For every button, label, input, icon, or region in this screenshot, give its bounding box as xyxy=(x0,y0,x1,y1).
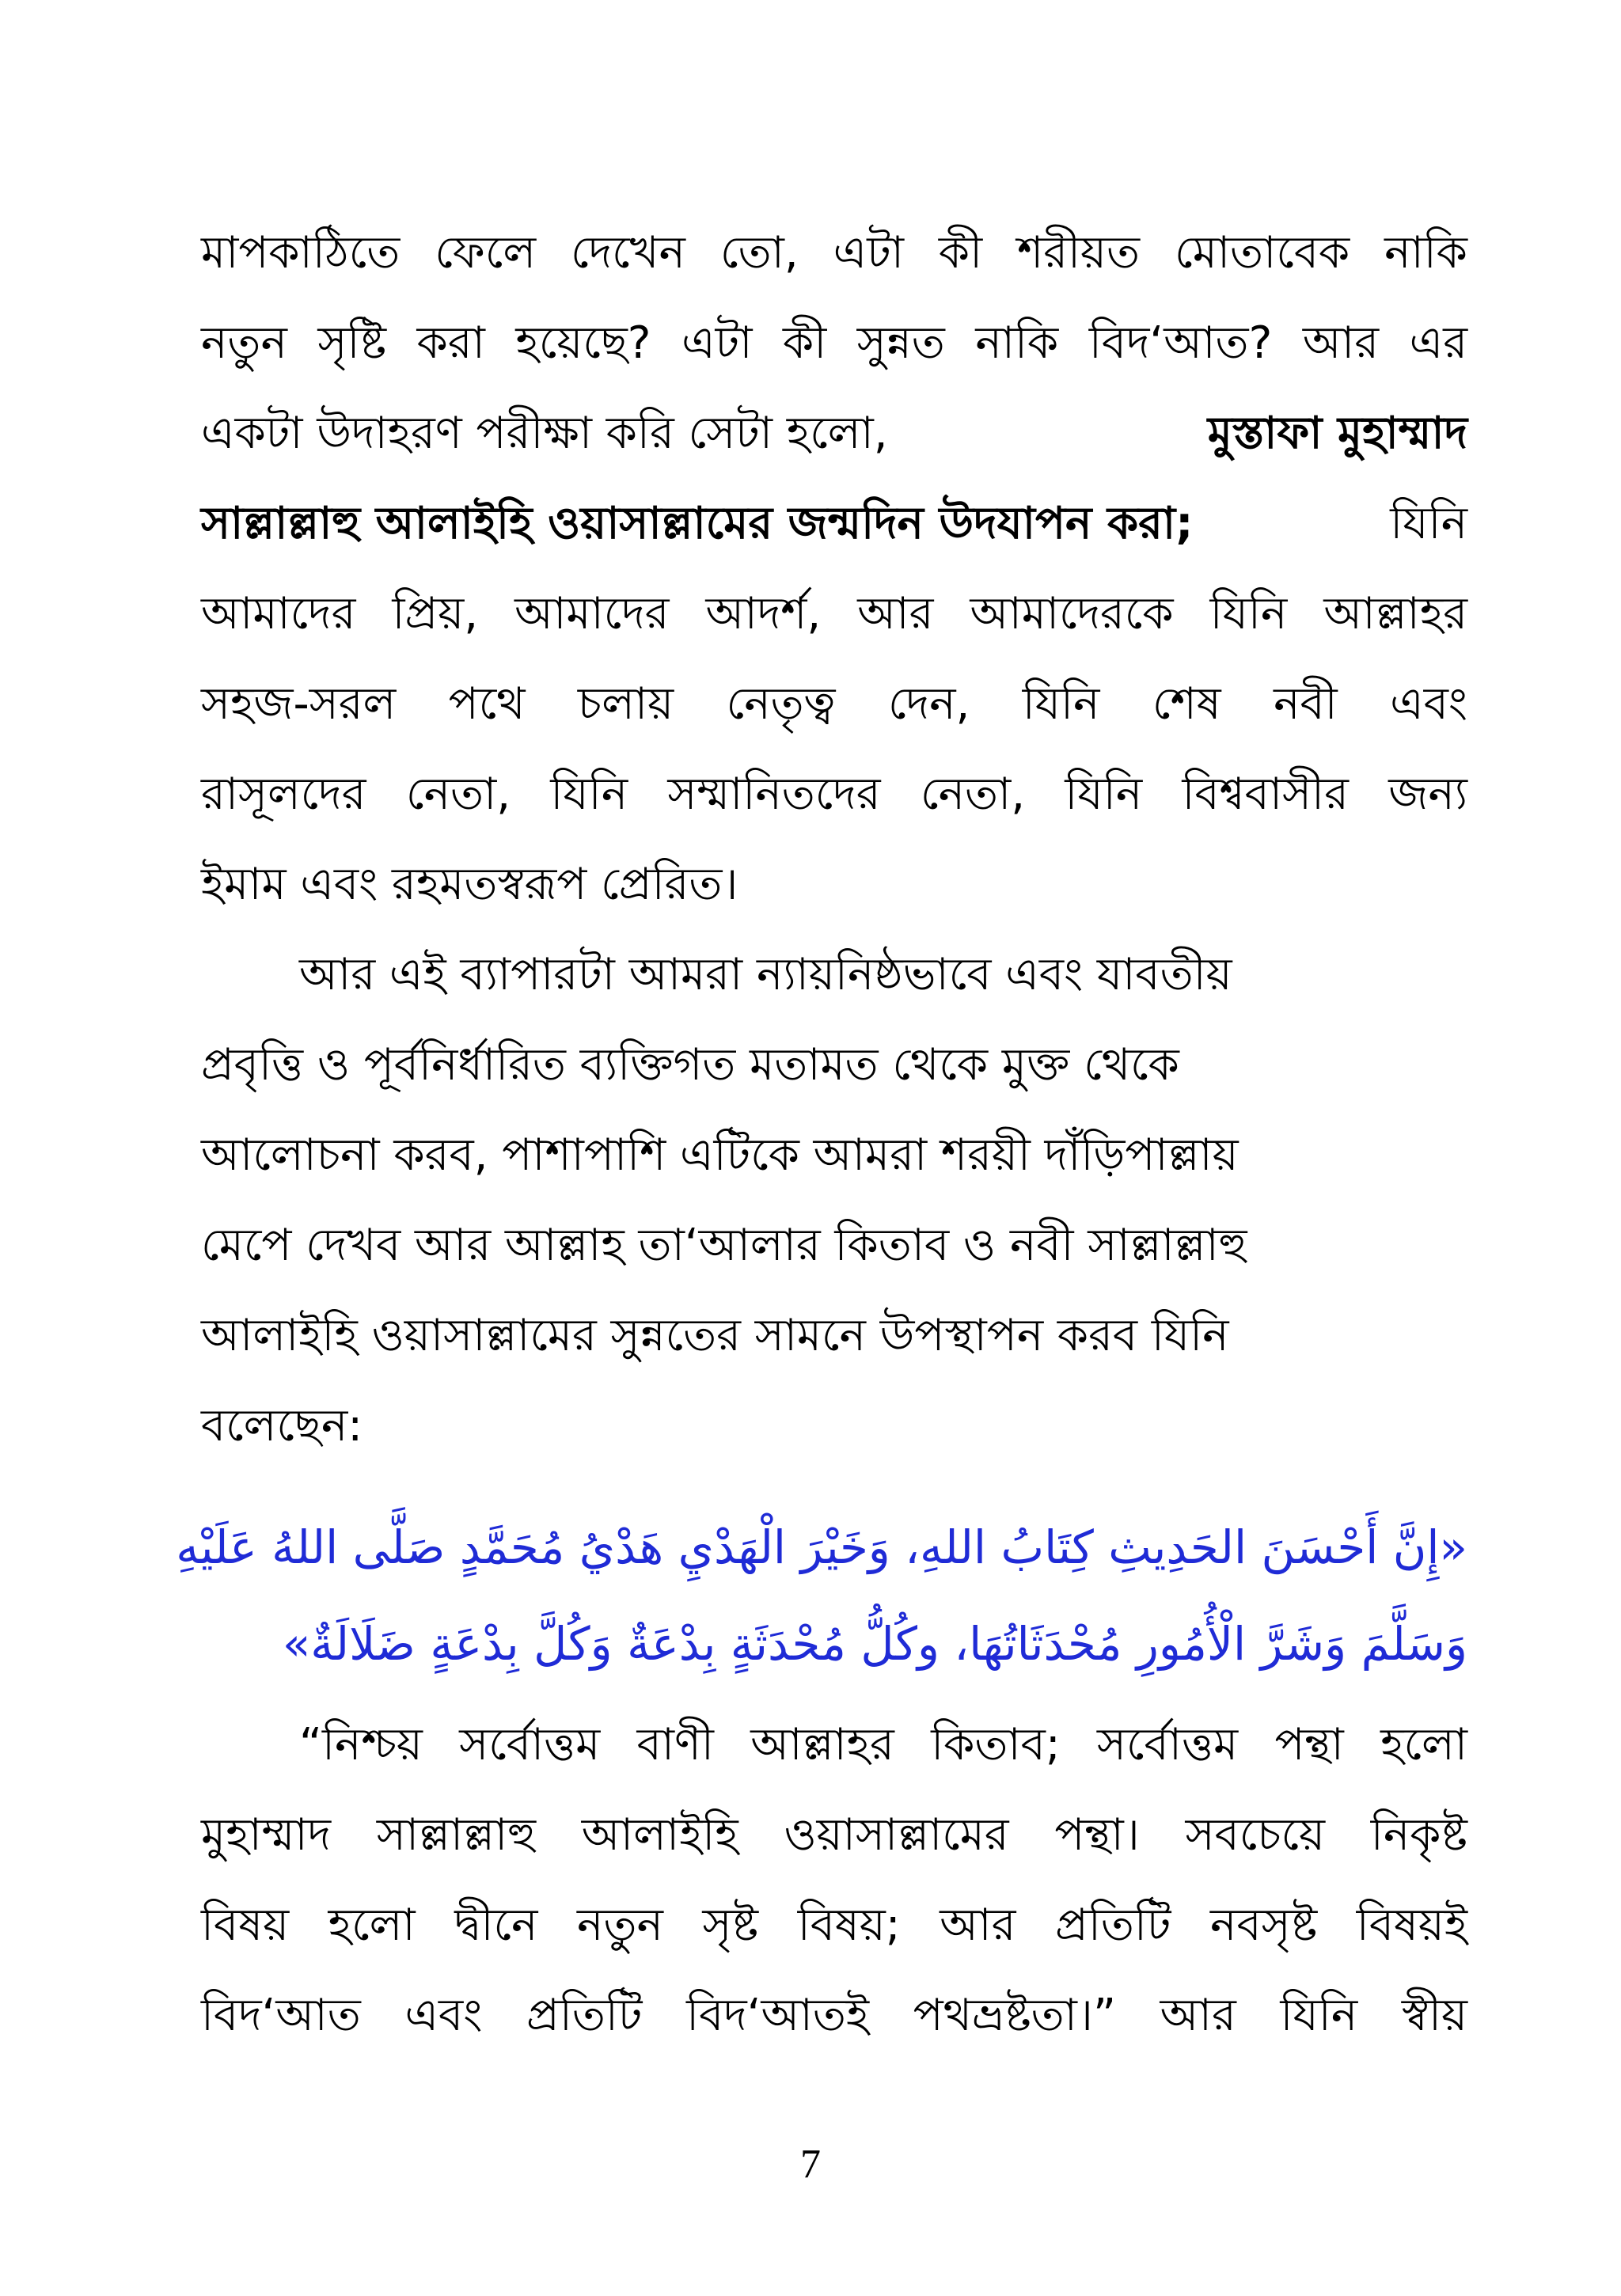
text-line-1: মাপকাঠিতে ফেলে দেখেন তো, এটা কী শরীয়ত মোতাবেক নাকি xyxy=(201,227,1467,279)
page-number: 7 xyxy=(800,2142,821,2187)
text-line-5: আমাদের প্রিয়, আমাদের আদর্শ, আর আমাদেরকে যিনি আল্লাহর xyxy=(201,588,1467,639)
text-line-2: নতুন সৃষ্টি করা হয়েছে? এটা কী সুন্নত নাকি বিদ‘আত? আর এর xyxy=(201,317,1467,369)
text-line-4 xyxy=(201,492,1467,556)
text-line-14: বলেছেন: xyxy=(201,1400,363,1452)
text-line-6: সহজ-সরল পথে চলায় নেতৃত্ব দেন, যিনি শেষ নবী এবং xyxy=(201,678,1467,730)
text-line-3 xyxy=(201,402,1467,465)
text-line-13: আলাইহি ওয়াসাল্লামের সুন্নতের সামনে উপস্থাপন করব যিনি xyxy=(201,1310,1229,1361)
text-line-7: রাসূলদের নেতা, যিনি সম্মানিতদের নেতা, যিনি বিশ্ববাসীর জন্য xyxy=(201,768,1467,820)
text-line-11: আলোচনা করব, পাশাপাশি এটিকে আমরা শরয়ী দাঁড়িপাল্লায় xyxy=(201,1129,1239,1181)
text-line-12: মেপে দেখব আর আল্লাহ তা‘আলার কিতাব ও নবী সাল্লাল্লাহু xyxy=(201,1220,1247,1271)
text-line-10: প্রবৃত্তি ও পূর্বনির্ধারিত ব্যক্তিগত মতামত থেকে মুক্ত থেকে xyxy=(201,1039,1179,1091)
text-line-4-normal: যিনি xyxy=(1390,498,1467,549)
text-line-17: বিষয় হলো দ্বীনে নতুন সৃষ্ট বিষয়; আর প্রতিটি নবসৃষ্ট বিষয়ই xyxy=(201,1899,1467,1951)
text-line-16: মুহাম্মাদ সাল্লাল্লাহু আলাইহি ওয়াসাল্লামের পন্থা। সবচেয়ে নিকৃষ্ট xyxy=(201,1809,1467,1861)
text-line-4-bold: সাল্লাল্লাহু আলাইহি ওয়াসাল্লামের জন্মদিন উদযাপন করা; xyxy=(201,498,1194,549)
text-line-8: ইমাম এবং রহমতস্বরূপ প্রেরিত। xyxy=(201,859,738,910)
text-line-18: বিদ‘আত এবং প্রতিটি বিদ‘আতই পথভ্রষ্টতা।” আর যিনি স্বীয় xyxy=(201,1990,1467,2041)
text-line-3-bold: মুস্তাফা মুহাম্মাদ xyxy=(1207,408,1467,459)
arabic-hadith-line-1: «إِنَّ أَحْسَنَ الحَدِيثِ كِتَابُ اللهِ، وَخَيْرَ الْهَدْيِ هَدْيُ مُحَمَّدٍ صَلَّى اللهُ عَلَيْهِ xyxy=(176,1520,1467,1574)
arabic-hadith-line-2: وَسَلَّمَ وَشَرَّ الْأُمُورِ مُحْدَثَاتُهَا، وكُلُّ مُحْدَثَةٍ بِدْعَةٌ وَكُلَّ بِدْعَةٍ ضَلَالَةٌ» xyxy=(282,1617,1467,1671)
text-line-3-normal: একটা উদাহরণ পরীক্ষা করি সেটা হলো, xyxy=(201,408,888,459)
text-line-15: “নিশ্চয় সর্বোত্তম বাণী আল্লাহর কিতাব; সর্বোত্তম পন্থা হলো xyxy=(299,1719,1467,1770)
text-line-9: আর এই ব্যাপারটা আমরা ন্যায়নিষ্ঠভাবে এবং যাবতীয় xyxy=(299,949,1232,1000)
